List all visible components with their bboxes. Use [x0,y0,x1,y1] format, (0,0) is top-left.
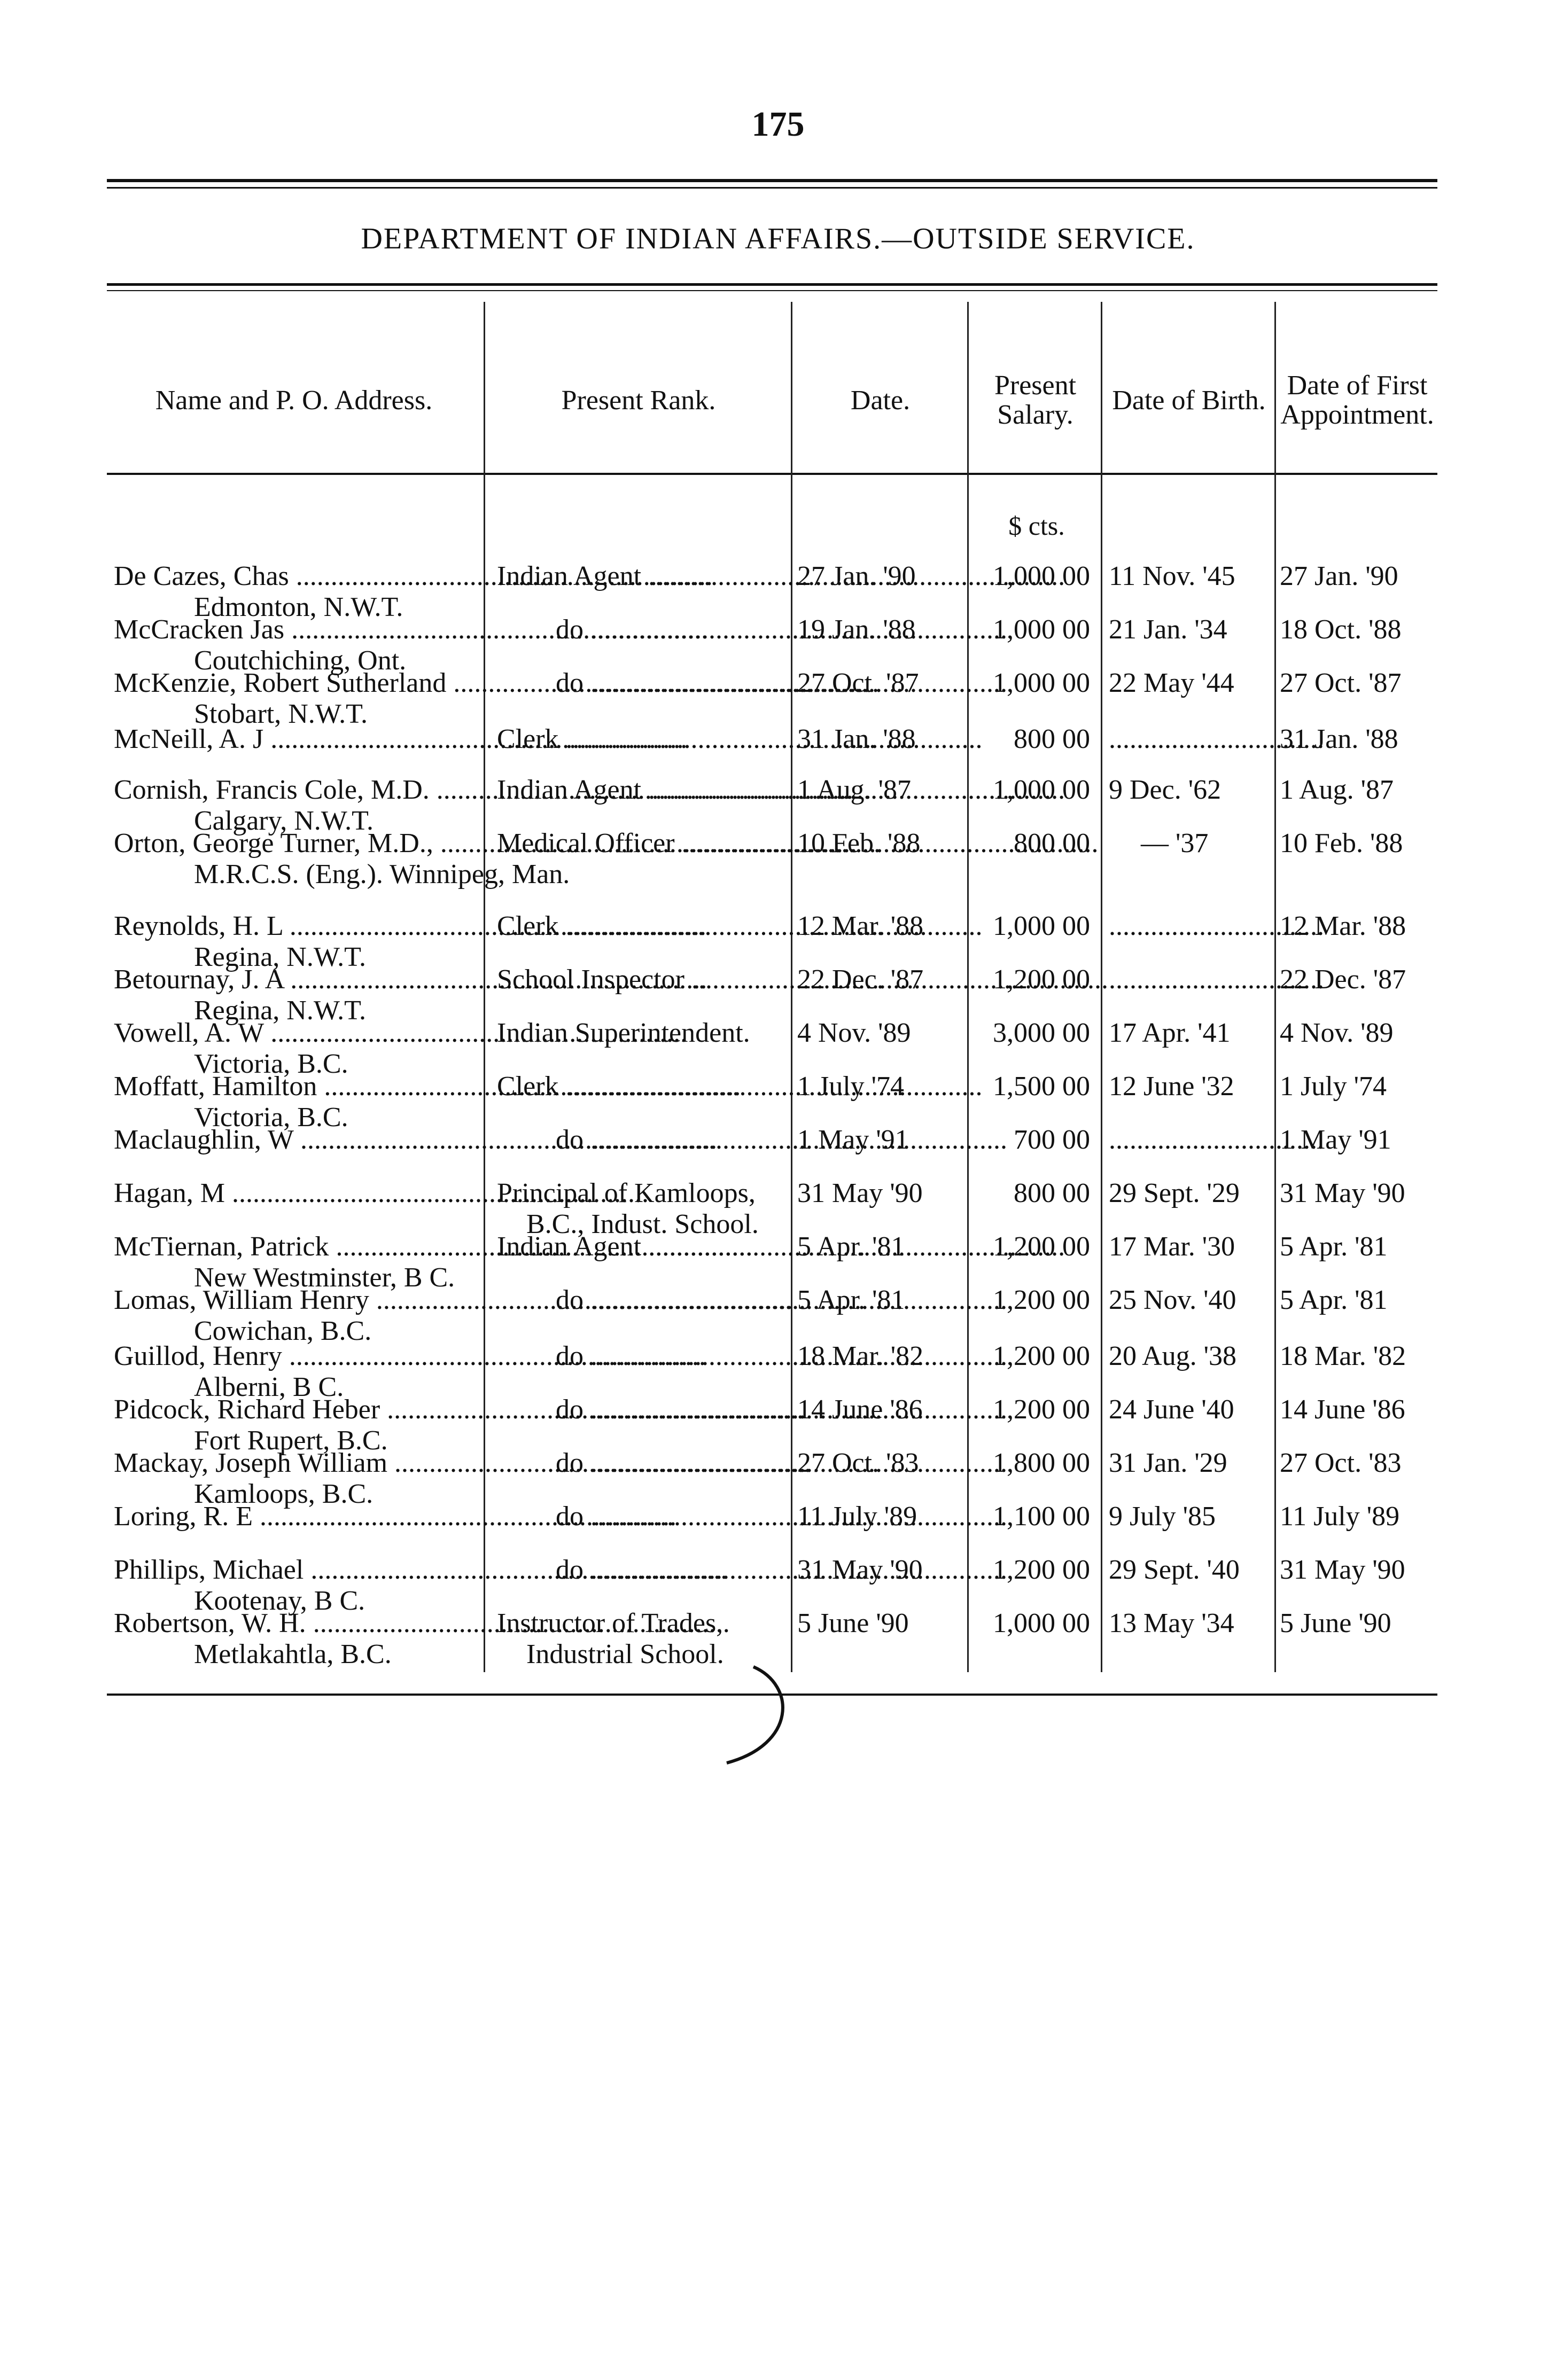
present-rank: Indian Agent ..... [497,775,1065,805]
first-appointment-date: 31 May '90 [1280,1555,1405,1585]
staff-name: Robertson, W. H. ..... [114,1608,730,1638]
present-rank: do ..... [497,1555,1007,1585]
rank-cell [497,1125,793,1156]
name-cell [114,775,477,837]
date-of-birth: 31 Jan. '29 [1109,1448,1227,1478]
present-rank-continued: B.C., Indust. School. [526,1209,759,1239]
rank-cell [497,775,793,806]
first-appointment-date: 27 Oct. '83 [1280,1448,1402,1478]
present-rank: Indian Agent ..... [497,1231,1065,1262]
first-appointment-date: 1 July '74 [1280,1071,1387,1102]
header-first-appointment: Date of First Appointment. [1280,370,1434,430]
present-salary: 1,200 00 [993,1231,1090,1262]
po-address: Calgary, N.W.T. [194,806,374,836]
first-appointment-date: 18 Oct. '88 [1280,614,1402,645]
staff-name: Cornish, Francis Cole, M.D. ..... [114,775,853,805]
staff-name: McNeill, A. J ..... [114,724,687,754]
present-salary: 1,100 00 [993,1501,1090,1532]
date-of-birth [1109,724,1274,755]
first-appointment-date: 11 July '89 [1280,1501,1400,1532]
staff-name: Betournay, J. A ..... [114,964,707,995]
rank-cell [497,911,793,942]
first-appointment-date: 14 June '86 [1280,1394,1405,1425]
page-number: 175 [751,105,805,144]
first-appointment-date: 31 Jan. '88 [1280,724,1398,754]
po-address: Regina, N.W.T. [194,995,367,1026]
rank-date: 1 July '74 [797,1071,905,1102]
date-of-birth: 11 Nov. '45 [1109,561,1235,591]
po-address: New Westminster, B C. [194,1262,455,1293]
present-rank: do ..... [497,1125,1007,1155]
first-appointment-date: 27 Oct. '87 [1280,668,1402,698]
present-rank: do ..... [497,1285,1007,1315]
rank-date: 14 June '86 [797,1394,923,1425]
po-address: M.R.C.S. (Eng.). Winnipeg, Man. [194,859,570,889]
rank-date: 1 Aug. '87 [797,775,912,805]
present-salary: 1,000 00 [993,911,1090,941]
present-rank: do ..... [497,668,1007,698]
rank-date: 11 July '89 [797,1501,917,1532]
present-rank: School Inspector ..... [497,964,1108,995]
staff-name: De Cazes, Chas ..... [114,561,713,591]
present-salary: 3,000 00 [993,1018,1090,1048]
rank-cell [497,1178,793,1240]
first-appointment-date: 10 Feb. '88 [1280,828,1403,859]
date-of-birth: 9 July '85 [1109,1501,1216,1532]
po-address: Regina, N.W.T. [194,942,367,972]
rank-date: 27 Oct. '87 [797,668,919,698]
header-rule-top [107,283,1437,286]
present-salary: 1,000 00 [993,1608,1090,1638]
present-rank: Principal of Kamloops, [497,1178,756,1208]
po-address: Coutchiching, Ont. [194,645,407,676]
staff-name: McKenzie, Robert Sutherland ..... [114,668,870,698]
rank-cell [497,1285,793,1316]
rank-date: 5 June '90 [797,1608,909,1638]
date-of-birth: 17 Mar. '30 [1109,1231,1235,1262]
name-cell [114,724,477,755]
rank-date: 12 Mar. '88 [797,911,924,941]
name-cell [114,1178,477,1209]
date-of-birth [1109,964,1274,995]
name-cell [114,1608,477,1670]
date-of-birth: 13 May '34 [1109,1608,1234,1638]
po-address: Kamloops, B.C. [194,1479,374,1509]
present-salary: 700 00 [1014,1125,1090,1155]
date-of-birth: 20 Aug. '38 [1109,1341,1237,1371]
rank-cell [497,614,793,645]
date-of-birth: 22 May '44 [1109,668,1234,698]
rank-cell [497,1394,793,1425]
salary-units: $ cts. [1008,511,1065,541]
present-rank: do ..... [497,1341,1007,1371]
rank-date: 31 Jan. '88 [797,724,916,754]
present-salary: 1,000 00 [993,668,1090,698]
rank-cell [497,964,793,995]
po-address: Stobart, N.W.T. [194,699,368,729]
date-of-birth: 12 June '32 [1109,1071,1234,1102]
date-of-birth [1109,911,1274,942]
name-cell [114,1501,477,1532]
present-salary: 1,200 00 [993,1394,1090,1425]
date-of-birth: 29 Sept. '40 [1109,1555,1240,1585]
header-birth: Date of Birth. [1112,385,1266,416]
header-rule-top-2 [107,290,1437,291]
name-cell [114,1394,477,1456]
first-appointment-date: 5 June '90 [1280,1608,1391,1638]
rank-cell [497,1555,793,1586]
present-rank: Medical Officer ..... [497,828,1099,859]
po-address: Metlakahtla, B.C. [194,1639,392,1669]
first-appointment-date: 5 Apr. '81 [1280,1231,1388,1262]
header-name: Name and P. O. Address. [155,385,433,416]
staff-name: Pidcock, Richard Heber ..... [114,1394,804,1425]
date-of-birth [1109,1125,1274,1156]
rank-date: 5 Apr. '81 [797,1231,905,1262]
name-cell [114,1341,477,1403]
staff-name: Loring, R. E ..... [114,1501,676,1532]
page-title: DEPARTMENT OF INDIAN AFFAIRS.—OUTSIDE SERVICE. [361,222,1195,255]
top-rule-thick [107,179,1437,182]
rank-cell [497,561,793,592]
rank-date: 27 Jan. '90 [797,561,916,591]
rank-date: 31 May '90 [797,1555,923,1585]
present-salary: 800 00 [1014,724,1090,754]
staff-name: Lomas, William Henry ..... [114,1285,793,1315]
name-cell [114,1231,477,1293]
brace-path [727,1667,783,1763]
rank-date: 27 Oct. '83 [797,1448,919,1478]
rank-date: 22 Dec. '87 [797,964,924,995]
rank-date: 5 Apr. '81 [797,1285,905,1315]
name-cell [114,614,477,676]
first-appointment-date: 4 Nov. '89 [1280,1018,1394,1048]
present-rank: Clerk ..... [497,724,983,754]
name-cell [114,1071,477,1133]
date-of-birth: 24 June '40 [1109,1394,1234,1425]
first-appointment-date: 31 May '90 [1280,1178,1405,1208]
first-appointment-date: 1 May '91 [1280,1125,1391,1155]
present-rank: do ..... [497,614,1007,645]
name-cell [114,668,477,730]
present-salary: 1,800 00 [993,1448,1090,1478]
po-address: Cowichan, B.C. [194,1316,372,1346]
present-rank: do ..... [497,1394,1007,1425]
rank-cell [497,1501,793,1532]
present-rank: Indian Superintendent. [497,1018,750,1048]
po-address: Fort Rupert, B.C. [194,1425,388,1456]
staff-name: Guillod, Henry ..... [114,1341,706,1371]
present-salary: 1,500 00 [993,1071,1090,1102]
staff-name: Reynolds, H. L ..... [114,911,706,941]
rank-cell [497,1231,793,1262]
staff-name: Vowell, A. W ..... [114,1018,687,1048]
rank-cell [497,1341,793,1372]
date-of-birth: 29 Sept. '29 [1109,1178,1240,1208]
name-cell [114,1555,477,1617]
present-salary: 1,200 00 [993,964,1090,995]
date-of-birth: 25 Nov. '40 [1109,1285,1236,1315]
brace-mark [716,1664,802,1771]
header-date: Date. [850,385,911,416]
present-rank: do ..... [497,1448,1007,1478]
date-of-birth: — '37 [1141,828,1209,859]
date-of-birth: 17 Apr. '41 [1109,1018,1231,1048]
rank-date: 31 May '90 [797,1178,923,1208]
po-address: Alberni, B C. [194,1372,344,1402]
name-cell [114,1448,477,1510]
rank-cell [497,828,793,859]
rank-date: 10 Feb. '88 [797,828,921,859]
staff-name: Phillips, Michael ..... [114,1555,727,1585]
po-address: Kootenay, B C. [194,1586,365,1616]
rank-cell [497,1018,793,1049]
staff-name: Orton, George Turner, M.D., ..... [114,828,857,859]
rank-cell [497,668,793,699]
header-rank: Present Rank. [561,385,716,416]
date-of-birth: 21 Jan. '34 [1109,614,1227,645]
po-address: Victoria, B.C. [194,1049,348,1079]
rank-date: 19 Jan. '88 [797,614,916,645]
staff-name: Hagan, M ..... [114,1178,649,1208]
date-of-birth: 9 Dec. '62 [1109,775,1222,805]
first-appointment-date: 18 Mar. '82 [1280,1341,1406,1371]
top-rule-thin [107,187,1437,189]
present-salary: 800 00 [1014,1178,1090,1208]
first-appointment-date: 27 Jan. '90 [1280,561,1398,591]
name-cell [114,828,570,890]
present-salary: 1,000 00 [993,561,1090,591]
rank-cell [497,1448,793,1479]
name-cell [114,1018,477,1080]
rank-cell [497,724,793,755]
name-cell [114,561,477,623]
staff-name: Maclaughlin, W ..... [114,1125,717,1155]
name-cell [114,1285,477,1347]
rank-date: 4 Nov. '89 [797,1018,911,1048]
rank-cell [497,1071,793,1102]
present-salary: 1,200 00 [993,1555,1090,1585]
rank-date: 1 May '91 [797,1125,909,1155]
header-salary: Present Salary. [994,370,1077,430]
present-rank: Clerk ..... [497,911,983,941]
rank-date: 18 Mar. '82 [797,1341,924,1371]
present-salary: 1,000 00 [993,775,1090,805]
first-appointment-date: 22 Dec. '87 [1280,964,1406,995]
present-salary: 800 00 [1014,828,1090,859]
name-cell [114,911,477,973]
first-appointment-date: 12 Mar. '88 [1280,911,1406,941]
first-appointment-date: 1 Aug. '87 [1280,775,1394,805]
staff-name: Moffatt, Hamilton ..... [114,1071,741,1102]
present-rank: Instructor of Trades, [497,1608,723,1638]
present-rank-continued: Industrial School. [526,1639,724,1669]
name-cell [114,964,477,1026]
present-rank: Clerk ..... [497,1071,983,1102]
present-salary: 1,200 00 [993,1341,1090,1371]
staff-name: Mackay, Joseph William ..... [114,1448,811,1478]
staff-name: McCracken Jas ..... [114,614,708,645]
present-salary: 1,200 00 [993,1285,1090,1315]
name-cell [114,1125,477,1156]
rank-cell [497,1608,793,1670]
po-address: Victoria, B.C. [194,1102,348,1133]
first-appointment-date: 5 Apr. '81 [1280,1285,1388,1315]
staff-name: McTiernan, Patrick ..... [114,1231,752,1262]
present-salary: 1,000 00 [993,614,1090,645]
present-rank: Indian Agent ..... [497,561,1065,591]
po-address: Edmonton, N.W.T. [194,592,403,622]
present-rank: do ..... [497,1501,1007,1532]
